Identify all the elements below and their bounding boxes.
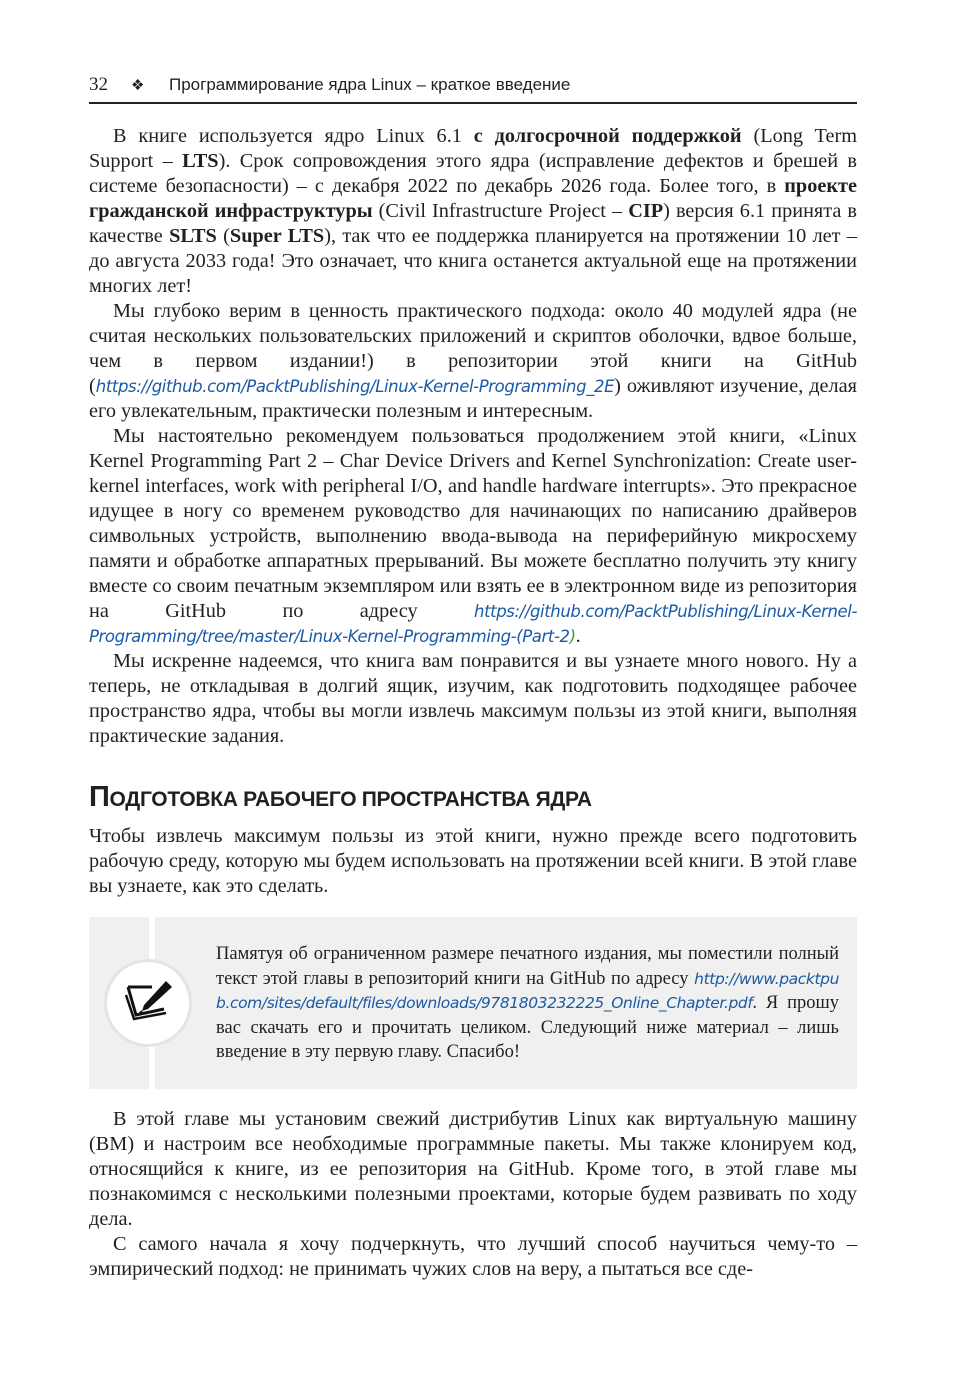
paragraph-workspace: Чтобы извлечь максимум пользы из этой книги, нужно прежде всего подготовить рабочую среду, которую мы будем использовать на протяжении всей книги. В этой главе вы узнаете, как это сделать. <box>89 825 857 897</box>
note-pen-icon <box>122 977 174 1029</box>
bold-term: SLTS <box>169 225 217 247</box>
text-run: Памятуя об ограниченном размере печатного издания, мы поместили полный текст этой главы в репозиторий книги на GitHub по адресу <box>216 944 839 989</box>
bold-term: Super LTS <box>229 225 325 247</box>
github-repo-link[interactable]: https://github.com/PacktPublishing/Linux-Kernel-Programming_2E <box>95 377 615 396</box>
text-run: Мы глубоко верим в ценность практического подхода: около 40 модулей ядра (не считая нескольких пользовательских приложений и скриптов оболочки, вдвое больше, чем в первом издании!) в репозитории этой книги на GitHub ( <box>89 300 857 397</box>
part2-repo-link[interactable]: https://github.com/PacktPublishing/Linux-Kernel-Programming/tree/master/Linux-Kernel-Programming-(Part-2 <box>89 602 857 646</box>
bold-term: LTS <box>182 150 219 172</box>
paragraph-modules <box>89 299 857 424</box>
note-text <box>216 942 839 1065</box>
text-run: ) оживляют изучение, делая его увлекательным, практически полезным и интересным. <box>89 375 857 422</box>
bold-term: с долгосрочной поддержкой <box>473 125 742 147</box>
heading-rest: ОДГОТОВКА РАБОЧЕГО ПРОСТРАНСТВА ЯДРА <box>109 788 592 811</box>
note-box <box>89 917 857 1089</box>
text-run: . <box>575 625 581 647</box>
running-header <box>89 74 857 104</box>
paragraph-hope: Мы искренне надеемся, что книга вам понравится и вы узнаете много нового. Ну а теперь, не откладывая в долгий ящик, изучим, как подготовить подходящее рабочее пространство ядра, чтобы вы могли извлечь максимум пользы из этой книги, выполняя практические задания. <box>89 650 857 747</box>
section-text <box>89 824 857 899</box>
after-note-text <box>89 1107 857 1282</box>
running-title: Программирование ядра Linux – краткое введение <box>169 75 571 94</box>
text-run: . Я прошу вас скачать его и прочитать целиком. Следующий ниже материал – лишь введение в эту первую главу. Спасибо! <box>216 993 839 1063</box>
bold-term: проекте гражданской инфраструктуры <box>89 175 857 222</box>
book-page <box>89 74 857 1282</box>
paragraph-part2 <box>89 424 857 649</box>
note-icon-circle <box>107 962 189 1044</box>
link-close-paren: ) <box>569 627 576 646</box>
paragraph-empirical: С самого начала я хочу подчеркнуть, что лучший способ научиться чему-то – эмпирический подход: не принимать чужих слов на веру, а пытаться все сде- <box>89 1233 857 1280</box>
page-number: 32 <box>89 74 108 95</box>
text-run: Мы настоятельно рекомендуем пользоваться продолжением этой книги, «Linux Kernel Programming Part 2 – Char Device Drivers and Kernel Synchronization: Create user-kernel interfaces, work with peripheral I/O, and handle hardware interrupts». Это прекрасное идущее в ногу со временем руководство для начинающих по написанию драйверов символьных устройств, выполнению ввода-вывода на периферийную микросхему памяти и обработке аппаратных прерываний. Вы можете бесплатно получить эту книгу вместе со своим печатным экземпляром или взять ее в электронном виде из репозитория на GitHub по адресу <box>89 425 857 622</box>
section-heading <box>89 781 857 814</box>
paragraph-vm: В этой главе мы установим свежий дистрибутив Linux как виртуальную машину (ВМ) и настроим все необходимые программные пакеты. Мы также клонируем код, относящийся к книге, из ее репозитория на GitHub. Кроме того, в этой главе мы познакомимся с несколькими полезными проектами, которые будем развивать по ходу дела. <box>89 1108 857 1230</box>
heading-cap: П <box>89 781 110 813</box>
text-run: (Civil Infrastructure Project – <box>372 200 629 222</box>
text-run: ( <box>216 225 230 247</box>
bold-term: CIP <box>628 200 664 222</box>
text-run: В книге используется ядро Linux 6.1 <box>113 125 474 147</box>
text-run: ), так что ее поддержка планируется на протяжении 10 лет – до августа 2033 года! Это означает, что книга останется актуальной еще на протяжении многих лет! <box>89 225 857 297</box>
text-run: ). Срок сопровождения этого ядра (исправление дефектов и брешей в системе безопасности) – с декабря 2022 по декабрь 2026 года. Более того, в <box>89 150 857 197</box>
ornament-icon: ❖ <box>131 77 145 94</box>
paragraph-lts <box>89 124 857 299</box>
text-run: ) версия 6.1 принята в качестве <box>89 200 858 247</box>
intro-text <box>89 124 857 749</box>
online-chapter-link[interactable]: http://www.packtpub.com/sites/default/files/downloads/9781803232225_Online_Chapter.pdf <box>216 969 839 1013</box>
text-run: (Long Term Support – <box>89 125 857 172</box>
